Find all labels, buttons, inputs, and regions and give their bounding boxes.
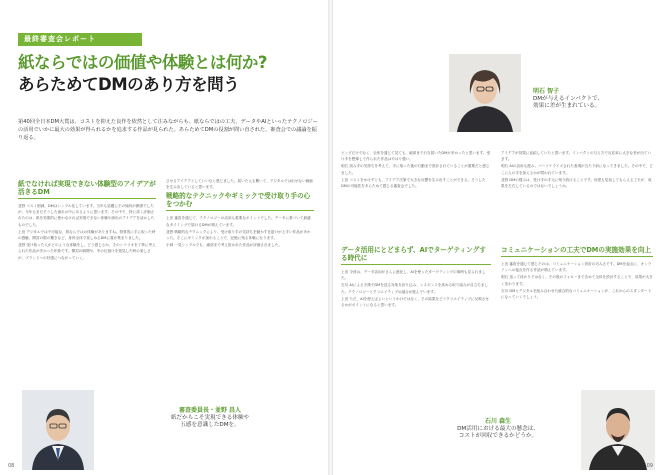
paragraph: 上田 デジタルでは不可能な、紙ならではの体験がありますね。物質的に手に取った時の感触、開封の際の驚きなど、身体全体で楽しめるDMに賞が集まりました。 xyxy=(18,229,156,241)
paragraph: 並野 コスト削減、DMはシンプル化しています。当年も話題にその傾向が顕著でしたが、今年もまだそうした流れの中にあるように思います。その中で、特に高く評価されたのは、紙を効果的に使わなければ実現できない体験や演出のアイデアを活かしたものでした。 xyxy=(18,204,155,227)
judge-name: 審査委員長・並野 昌人 xyxy=(178,407,242,414)
judge-quote-line2: コストが回収できるかどうか。 xyxy=(458,433,538,439)
paragraph: ビッグだけでなく、全体を通じて見ても、細部まで行き届いたDMが多かったと思います。受け手を想像して作られた作品はやはり強い。 xyxy=(341,151,491,162)
paragraph: 小林 一見シンプルでも、細部まで考え抜かれた作品が評価されました。 xyxy=(166,243,282,248)
paragraph: させるアイデアとしていいなと感じました。届いた人も驚いて、デジタルでは出せない価値を生み出していると思います。 xyxy=(166,179,313,190)
right-bottom-column-1 xyxy=(341,244,491,379)
paragraph: 上田 今回は、データ活用がさらに進化し、AIを使ったターゲティングの事例も見られました。 xyxy=(341,270,486,281)
headline xyxy=(18,52,318,96)
judge-caption-akashi xyxy=(533,88,653,111)
judge-quote-line2: 効果に差が生まれている。 xyxy=(533,103,601,109)
judge-photo-namino xyxy=(22,390,94,470)
paragraph: 上田 コストをかけずとも、アイデア次第で大きな反響を生み出すことができる。そうしたDMの可能性をあらためて感じる審査会でした。 xyxy=(341,177,486,189)
judge-name: 明石 智子 xyxy=(533,88,560,95)
paragraph: アイデアが効果に直結していたと思います。インパクトの与え方で反応率に大きな差が出ています。 xyxy=(501,151,652,162)
paragraph: 石川 DMとデジタルを組み合わせた統合的なコミュニケーションが、これからのスタンダードになっていくでしょう。 xyxy=(501,288,652,300)
paragraph: 上田 審査を通じて、テクノロジーの活用も重要なポイントでした。データに基づいて最適なタイミングで届けるDMが増えています。 xyxy=(166,216,311,227)
paragraph: 並野 受け取った人がどのような体験をし、どう感じるか、そのシナリオを丁寧に考えられた作品が多かった印象です。開封の瞬間や、中の仕掛けを発見した時の楽しさが、ブランドへの好感につながっていく。 xyxy=(18,243,156,260)
paragraph: 並野 戦略的なテクニックにより、受け取り手の気持ちを動かす仕掛けが上手い作品が多かった。そこにギミックが加わることで、記憶に残る体験になります。 xyxy=(166,229,311,241)
judge-photo-ishikawa xyxy=(581,390,655,470)
page-number-left: 08 xyxy=(8,463,15,469)
left-column-2 xyxy=(166,178,314,383)
paragraph: 上田 審査を通じて感じたのは、コミュニケーション設計の巧みさです。DMを起点に、オンラインへの接点を作る作品が増えています。 xyxy=(501,262,652,273)
paragraph: 明石 送って終わりではなく、その後のフォローまで含めて全体を設計することで、効果が大きく変わります。 xyxy=(501,275,653,286)
page-number-right: 09 xyxy=(646,463,653,469)
right-top-column-1 xyxy=(341,150,491,240)
right-page xyxy=(333,0,661,475)
lead-paragraph: 第40回全日本DM大賞は、コストを抑えた良作を依然として注みながらも、紙ならではの工夫、データやAIといったテクノロジーの活用でいかに最大の効果が得られるかを追求する作品が見られた。あらためてDMの役割が問い直された、審査会での議論を振り返る。 xyxy=(18,119,318,141)
subheading-ai: データ活用にとどまらず、AIでターゲティングする時代に xyxy=(341,246,491,265)
right-top-column-2 xyxy=(501,150,653,240)
left-page xyxy=(0,0,328,475)
left-column-1 xyxy=(18,178,156,383)
judge-name: 石川 森生 xyxy=(484,418,512,425)
paragraph: 並野 DMの強みは、受け手の手元に残り続けることです。何度も見返してもらえる工夫が、成果を左右しているのではないでしょうか。 xyxy=(501,177,652,189)
headline-line1: 紙ならではの価値や体験とは何か? xyxy=(18,53,267,72)
judge-quote-line2: 五感を意識したDMを。 xyxy=(180,422,240,428)
subheading-experience: 紙でなければ実現できない体験型のアイデアが活きるDM xyxy=(18,180,156,199)
headline-line2: あらためてDMのあり方を問う xyxy=(18,75,240,94)
judge-quote-line1: 紙だからこそ実現できる体験や xyxy=(170,414,250,421)
right-bottom-column-2 xyxy=(501,244,653,379)
judge-quote-line1: DM活用における最大の懸念は、 xyxy=(457,425,539,432)
subheading-communication: コミュニケーションの工夫でDMの実施効果を向上 xyxy=(501,246,653,257)
judge-quote-line1: DMが与えるインパクトで、 xyxy=(533,95,604,102)
paragraph: 明石 AIの活用も進み、パーソナライズされた表現が当たり前になってきました。その中で、どこに人の手を加えるかが問われています。 xyxy=(501,164,653,175)
paragraph: 石川 AIによる予測でDMを送る対象を絞り込み、レスポンスを高める取り組みが目立ちました。テクノロジーとクリエイティブの融合が進んでいます。 xyxy=(341,283,489,294)
judge-caption-namino xyxy=(110,407,310,430)
subheading-technique: 戦略的なテクニックやギミックで受け取り手の心をつかむ xyxy=(166,192,314,211)
paragraph: 上田 ただ、AIを使えばよいというわけではなく、その結果をどうクリエイティブに反映させるかがポイントになると思います。 xyxy=(341,296,489,308)
section-tag: 最終審査会レポート xyxy=(18,33,142,46)
judge-caption-ishikawa xyxy=(423,418,573,441)
paragraph: 明石 読み手の気持ちを考えて、手に取った後の行動まで設計されていることが重要だと感じました。 xyxy=(341,164,490,175)
judge-photo-akashi xyxy=(449,54,521,132)
